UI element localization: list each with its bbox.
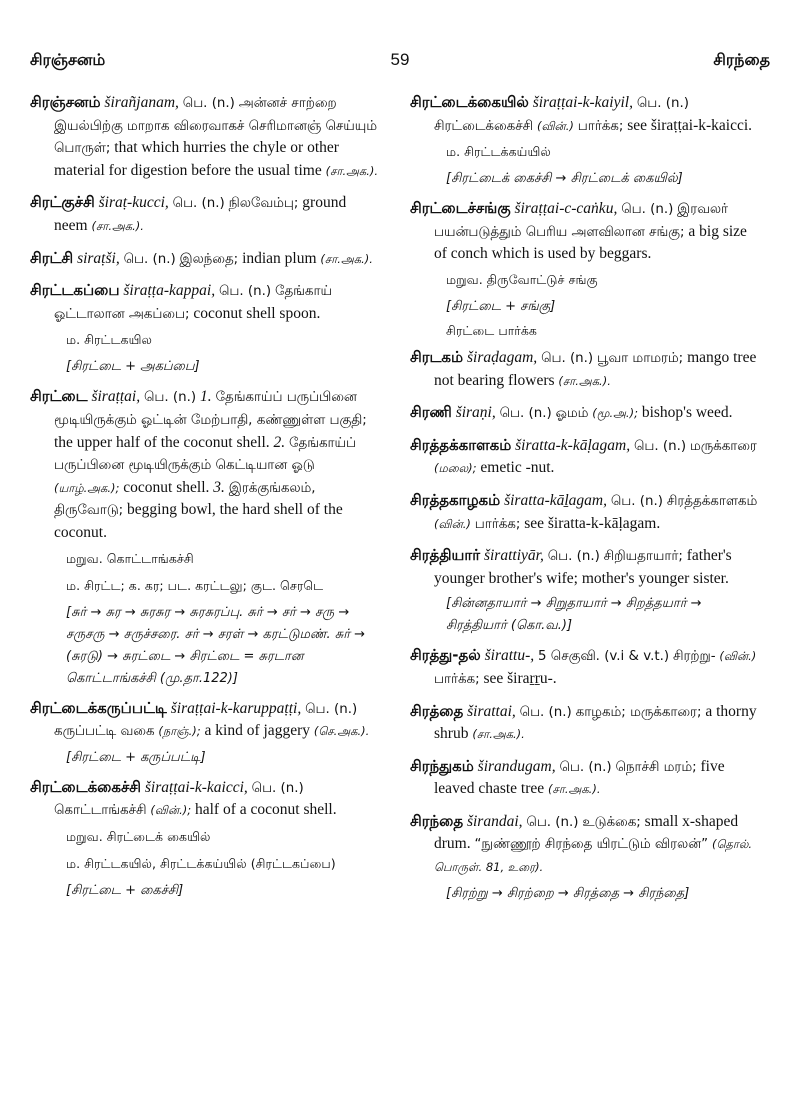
transliteration: širandai, xyxy=(466,812,523,830)
cognate-line: ம. சிரட்டகயில், சிரட்டக்கய்யில் (சிரட்டகப்பை) xyxy=(66,855,336,871)
transliteration: širaṭṭai-c-caṅku, xyxy=(514,200,618,218)
source-citation: (சா.அக.). xyxy=(320,251,373,266)
sense-number: 3. xyxy=(213,478,225,496)
tamil-definition: பூவா மாமரம்; xyxy=(597,350,684,366)
tamil-definition: கருப்பட்டி வகை xyxy=(54,724,155,740)
source-citation: (வின்.); xyxy=(150,803,192,818)
source-citation: (சா.அக.). xyxy=(325,163,379,178)
english-definition: five leaved chaste tree xyxy=(434,757,725,798)
english-definition: half of a coconut shell. xyxy=(195,801,337,819)
left-column xyxy=(30,92,380,910)
part-of-speech: பெ. (n.) xyxy=(172,196,225,212)
source-citation: (மூ.அ.); xyxy=(592,406,638,421)
cognate-line: ம. சிரட்ட; க. கர; பட. கரட்டலு; குட. செரடெ xyxy=(66,577,324,593)
sense-tamil: தேங்காய்ப் பருப்பினை மூடியிருக்கும் கெட்டியான ஓடு xyxy=(54,435,356,474)
english-definition: ground neem xyxy=(54,194,347,234)
dictionary-entry xyxy=(410,198,760,265)
english-definition: see širaṟṟu-. xyxy=(483,669,557,687)
transliteration: širaṭṭai, xyxy=(91,388,141,406)
page-number: 59 xyxy=(390,50,410,69)
transliteration: širaṭṭai-k-karuppaṭṭi, xyxy=(170,699,302,717)
dictionary-entry xyxy=(30,192,380,237)
source-citation: (மலை); xyxy=(434,461,477,476)
sense-tamil: தேங்காய்ப் பருப்பினை மூடியிருக்கும் ஓட்டின் மேற்பாதி, கண்ணுள்ள பகுதி; xyxy=(54,390,367,428)
headword: சிரத்தக்காளகம் xyxy=(410,435,512,454)
tamil-definition: காழகம்; மருக்காரை; xyxy=(575,704,702,720)
etymology: [சிரற்று → சிரற்றை → சிரத்தை → சிரந்தை] xyxy=(446,885,690,901)
source-citation: (சா.அக.). xyxy=(558,373,611,388)
english-definition: small x-shaped drum. xyxy=(434,812,739,853)
english-definition: a thorny shrub xyxy=(434,702,757,743)
source-citation: (நாஞ்.); xyxy=(158,724,201,739)
part-of-speech: பெ. (n.) xyxy=(559,759,612,775)
see-tamil: பார்க்க; xyxy=(474,516,521,532)
tamil-definition: இரவலர் பயன்படுத்தும் பெரிய அளவிலான சங்கு; xyxy=(434,202,729,240)
transliteration: širatta-kāḻagam, xyxy=(504,491,607,509)
source-citation: (சா.அக.). xyxy=(472,727,525,742)
etymology: [சிரட்டைக் கைச்சி → சிரட்டைக் கையில்] xyxy=(446,171,683,187)
source-citation: (யாழ்.அக.); xyxy=(54,480,120,495)
dictionary-entry xyxy=(410,92,760,137)
transliteration: širandugam, xyxy=(477,757,556,775)
tamil-definition: நொச்சி மரம்; xyxy=(615,759,697,775)
source-citation: (வின்.) xyxy=(536,118,574,133)
tamil-definition: இலந்தை; xyxy=(179,251,239,267)
headword: சிரட்டைக்கருப்பட்டி xyxy=(30,698,167,717)
headword: சிரட்டை xyxy=(30,387,88,406)
headword: சிரணி xyxy=(410,403,452,422)
transliteration: širaṭ-kucci, xyxy=(98,194,169,212)
dictionary-entry xyxy=(410,811,760,879)
transliteration: siraṭši, xyxy=(77,249,120,267)
english-definition: father's younger brother's wife; mother's younger sister. xyxy=(434,547,732,587)
sense-english: coconut shell. xyxy=(123,478,210,496)
headword: சிரட்டகப்பை xyxy=(30,281,120,300)
tamil-definition: தேங்காய் ஓட்டாலான அகப்பை; xyxy=(54,284,332,322)
part-of-speech: பெ. (n.) xyxy=(519,704,572,720)
part-of-speech: பெ. (n.) xyxy=(633,438,687,454)
dictionary-entry xyxy=(30,386,380,543)
english-definition: mango tree not bearing flowers xyxy=(434,348,757,389)
sense-english: the upper half of the coconut shell. xyxy=(54,433,270,451)
right-column xyxy=(410,92,760,913)
headword: சிரத்தியார் xyxy=(410,546,481,565)
sense-number: 1. xyxy=(199,388,212,406)
english-definition: bishop's weed. xyxy=(641,404,733,422)
headword: சிரந்துகம் xyxy=(410,756,474,775)
see-also-line: சிரட்டை பார்க்க xyxy=(446,322,537,338)
part-of-speech: பெ. (n.) xyxy=(182,96,235,111)
synonym-line: மறுவ. சிரட்டைக் கையில் xyxy=(66,828,211,844)
part-of-speech: பெ. (n.) xyxy=(305,701,358,717)
dictionary-entry xyxy=(410,347,760,392)
source-citation: (தொல். பொருள். 81, உரை). xyxy=(434,837,753,875)
part-of-speech: பெ. (n.) xyxy=(621,202,674,218)
dictionary-entry xyxy=(30,280,380,325)
headword: சிரத்தை xyxy=(410,701,464,720)
dictionary-entry xyxy=(410,756,760,801)
tamil-definition: சிறியதாயார்; xyxy=(603,549,683,565)
headword: சிரட்சி xyxy=(30,248,74,267)
transliteration: širaṇi, xyxy=(455,404,496,422)
cognate-line: ம. சிரட்டகயில xyxy=(66,332,152,348)
source-citation: (வின்.) xyxy=(434,516,471,531)
dictionary-entry xyxy=(30,698,380,743)
etymology: [சிரட்டை + சங்கு] xyxy=(446,298,556,314)
source-citation: (சா.அக.). xyxy=(91,218,144,233)
english-definition: a big size of conch which is used by beggars. xyxy=(434,222,747,263)
synonym-line: மறுவ. கொட்டாங்கச்சி xyxy=(66,550,194,566)
sense-english: begging bowl, the hard shell of the coconut. xyxy=(54,501,343,541)
headword: சிரஞ்சனம் xyxy=(30,93,101,111)
english-definition: see širatta-k-kāḷagam. xyxy=(524,514,661,532)
etymology: [சிரட்டை + அகப்பை] xyxy=(66,359,200,375)
page-header xyxy=(30,50,770,80)
headword: சிரட்குச்சி xyxy=(30,193,95,212)
english-definition: see širaṭṭai-k-kaicci. xyxy=(627,116,753,134)
dictionary-entry xyxy=(410,435,760,480)
headword: சிரட்டைக்கையில் xyxy=(410,93,529,111)
tamil-definition: உடுக்கை; xyxy=(582,814,641,830)
headword: சிரட்டைக்கைச்சி xyxy=(30,777,142,796)
quotation: “நுண்ணூற் சிரந்தை யிரட்டும் விரலன்” xyxy=(474,837,709,853)
headword: சிரந்தை xyxy=(410,811,464,830)
sense-number: 2. xyxy=(273,433,286,451)
part-of-speech: பெ. (n.) xyxy=(547,549,600,565)
part-of-speech: பெ. (n.) xyxy=(636,96,689,111)
sense-tamil: இரக்குங்கலம், திருவோடு; xyxy=(54,480,316,519)
etymology: [சிரட்டை + கைச்சி] xyxy=(66,882,184,898)
tamil-definition: ஓமம் xyxy=(555,406,589,422)
part-of-speech: பெ. (n.) xyxy=(499,406,552,422)
english-definition: that which hurries the chyle or other material for digestion before the usual time xyxy=(54,139,339,179)
part-of-speech: பெ. (n.) xyxy=(610,493,663,509)
source-citation: (சா.அக.). xyxy=(548,782,601,797)
dictionary-entry xyxy=(410,402,760,425)
part-of-speech: பெ. (n.) xyxy=(123,251,176,267)
source-citation: (வின்.) xyxy=(719,649,757,664)
transliteration: širaḍagam, xyxy=(466,348,538,366)
cognate-line: ம. சிரட்டக்கய்யில் xyxy=(446,144,551,160)
tamil-definition: கொட்டாங்கச்சி xyxy=(54,803,147,819)
headword: சிரத்தகாழகம் xyxy=(410,490,501,509)
tamil-definition: சிரற்று- xyxy=(672,649,716,665)
etymology: [சின்னதாயார் → சிறுதாயார் → சிறத்தயார் → சிரத்தியார் (கொ.வ.)] xyxy=(446,596,702,634)
tamil-definition: மருக்காரை xyxy=(689,438,757,454)
english-definition: a kind of jaggery xyxy=(204,722,310,740)
part-of-speech: 5 செகுவி. (v.i & v.t.) xyxy=(538,649,670,665)
transliteration: širañjanam, xyxy=(104,94,179,111)
see-tamil: பார்க்க; xyxy=(434,671,480,687)
tamil-definition: சிரட்டைக்கைச்சி xyxy=(434,118,534,134)
english-definition: emetic -nut. xyxy=(480,459,555,477)
tamil-definition: அன்னச் சாற்றை இயல்பிற்கு மாறாக விரைவாகச் செரிமானஞ் செய்யும் பொருள்; xyxy=(54,96,378,157)
part-of-speech: பெ. (n.) xyxy=(251,780,304,796)
dictionary-entry xyxy=(410,490,760,535)
transliteration: širaṭṭai-k-kaiyil, xyxy=(532,94,633,111)
transliteration: širattai, xyxy=(467,702,516,720)
dictionary-entry xyxy=(30,777,380,822)
etymology: [சுர் → சுர → சுரசுர → சுரசுரப்பு. சுர் → சர் → சரு → சருசரு → சருச்சரை. சர் → சரள் → கரட்டுமண். சுர் → (சுரடு) → சுரட்டை → சிரட்டை = சுரடான கொட்டாங்கச்சி (மு.தா.122)] xyxy=(66,604,366,686)
headword: சிரத்து-தல் xyxy=(410,646,481,665)
dictionary-entry xyxy=(30,92,380,182)
headword: சிரடகம் xyxy=(410,347,464,366)
source-citation: (செ.அக.). xyxy=(313,724,370,739)
dictionary-entry xyxy=(410,701,760,746)
see-tamil: பார்க்க; xyxy=(577,118,624,134)
transliteration: širatta-k-kāḷagam, xyxy=(515,436,631,454)
dictionary-entry xyxy=(30,248,380,271)
headword: சிரட்டைச்சங்கு xyxy=(410,199,511,218)
part-of-speech: பெ. (n.) xyxy=(144,390,197,406)
tamil-definition: சிரத்தக்காளகம் xyxy=(666,493,758,509)
part-of-speech: பெ. (n.) xyxy=(218,284,272,300)
synonym-line: மறுவ. திருவோட்டுச் சங்கு xyxy=(446,271,598,287)
transliteration: širaṭṭai-k-kaicci, xyxy=(144,778,248,796)
dictionary-entry xyxy=(410,645,760,690)
transliteration: širattu-, xyxy=(484,647,535,665)
running-head-right: சிரந்தை xyxy=(713,50,770,69)
running-head-left: சிரஞ்சனம் xyxy=(30,50,106,69)
dictionary-entry xyxy=(410,545,760,589)
english-definition: indian plum xyxy=(242,249,317,267)
transliteration: širaṭṭa-kappai, xyxy=(123,282,216,300)
part-of-speech: பெ. (n.) xyxy=(526,814,579,830)
etymology: [சிரட்டை + கருப்பட்டி] xyxy=(66,749,206,765)
transliteration: širattiyār, xyxy=(483,547,544,565)
tamil-definition: நிலவேம்பு; xyxy=(228,196,299,212)
english-definition: coconut shell spoon. xyxy=(193,304,321,322)
part-of-speech: பெ. (n.) xyxy=(541,350,594,366)
